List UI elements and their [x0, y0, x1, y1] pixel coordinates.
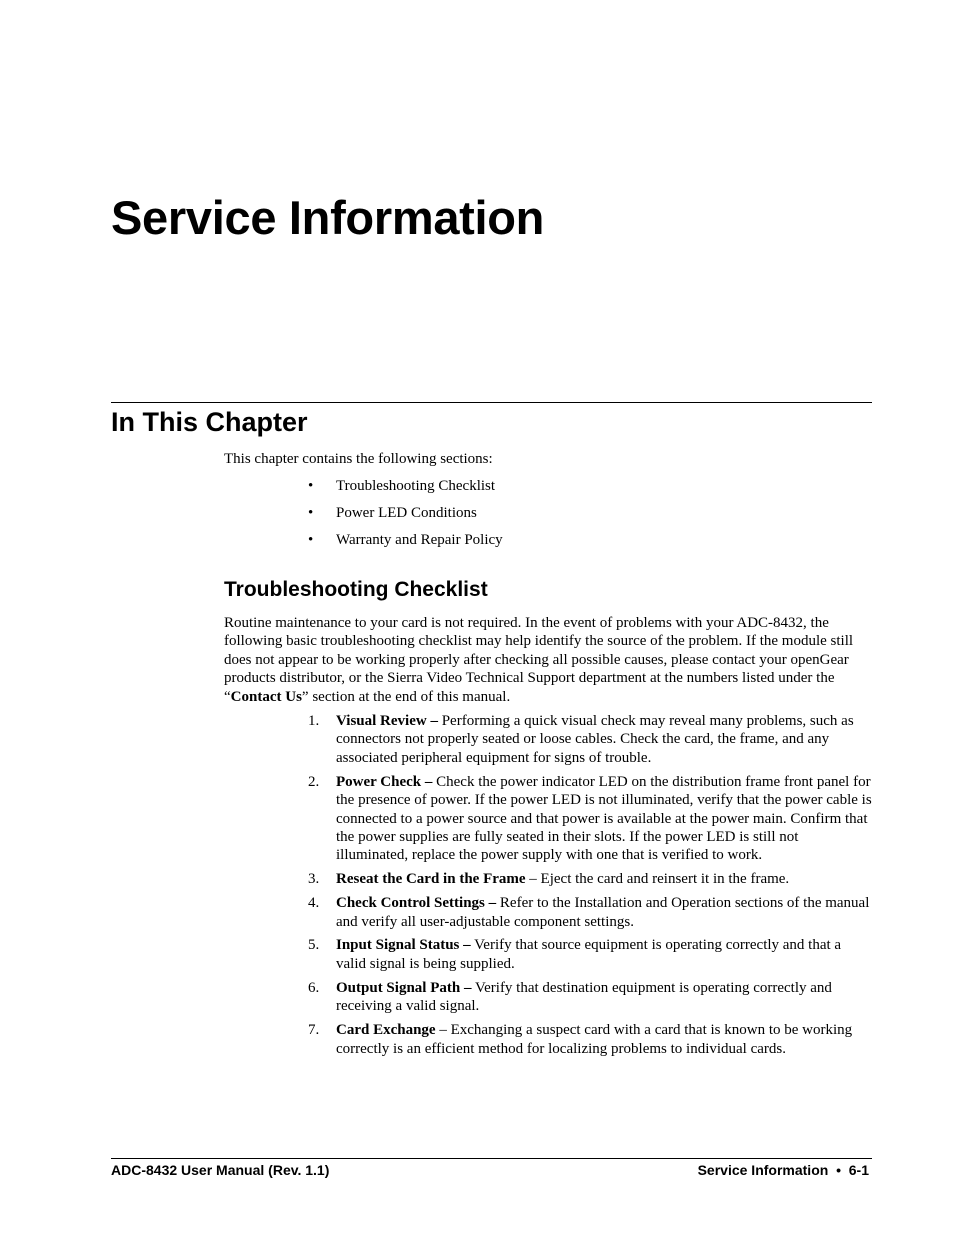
- intro-text-end: ” section at the end of this manual.: [301, 688, 511, 705]
- section-heading: In This Chapter: [111, 407, 308, 437]
- intro-text-start: Routine maintenance to your card is not required. In the event of problems with your ADC-8432, the following basic troubleshooting checklist may help identify the source of the problem. If the module still does not appear to be working properly after checking all possible causes, please contact your openGear products distributor, or the Sierra Video Technical Support department at the numbers listed under the “: [224, 615, 854, 705]
- troubleshooting-steps: [308, 712, 872, 1063]
- footer-manual-title: ADC-8432 User Manual (Rev. 1.1): [111, 1162, 330, 1178]
- list-item: [308, 870, 872, 888]
- list-item: [308, 1021, 872, 1058]
- step-number: 2.: [308, 773, 320, 790]
- step-title: Check Control Settings –: [336, 895, 497, 912]
- step-number: 5.: [308, 937, 320, 954]
- section-list-item: Warranty and Repair Policy: [336, 532, 503, 548]
- chapter-title: Service Information: [111, 191, 545, 244]
- troubleshooting-heading: Troubleshooting Checklist: [224, 578, 488, 601]
- troubleshooting-intro: [224, 614, 872, 706]
- list-item: [308, 773, 872, 865]
- step-number: 7.: [308, 1022, 320, 1039]
- step-title: Visual Review –: [336, 713, 438, 729]
- step-title: Power Check –: [336, 773, 433, 790]
- step-title: Input Signal Status –: [336, 937, 471, 954]
- list-item: [308, 936, 872, 973]
- step-text: Performing a quick visual check may reveal many problems, such as connectors not properly seated or loose cables. Check the card, the frame, and any associated peripheral equipment for signs of trouble.: [336, 713, 854, 766]
- intro-text: This chapter contains the following sections:: [224, 451, 493, 467]
- step-number: 6.: [308, 979, 320, 996]
- list-item: [308, 979, 872, 1016]
- step-number: 4.: [308, 895, 320, 912]
- footer-divider: [111, 1158, 872, 1159]
- step-text: Check the power indicator LED on the distribution frame front panel for the presence of power. If the power LED is not illuminated, verify that the power cable is connected to a power source and that power is available at the power main. Confirm that the power supplies are fully seated in their slots. If the power LED is still not illuminated, replace the power supply with one that is verified to work.: [336, 773, 872, 864]
- bullet-icon: •: [308, 505, 314, 521]
- step-text: Verify that source equipment is operating correctly and that a valid signal is being supplied.: [336, 937, 842, 972]
- step-title: Reseat the Card in the Frame: [336, 871, 526, 888]
- step-text: Refer to the Installation and Operation sections of the manual and verify all user-adjustable component settings.: [336, 895, 870, 930]
- bullet-icon: •: [308, 478, 314, 494]
- step-text: – Exchanging a suspect card with a card that is known to be working correctly is an efficient method for localizing problems to individual cards.: [336, 1022, 853, 1057]
- bullet-icon: •: [308, 532, 314, 548]
- section-list-item: Power LED Conditions: [336, 505, 477, 521]
- step-number: 3.: [308, 871, 320, 888]
- contact-us-reference: Contact Us: [230, 688, 302, 705]
- list-item: [308, 894, 872, 931]
- step-title: Output Signal Path –: [336, 979, 472, 996]
- section-list-item: Troubleshooting Checklist: [336, 478, 496, 494]
- footer-page-label: Service Information • 6-1: [697, 1162, 869, 1178]
- section-divider: [111, 402, 872, 403]
- step-number: 1.: [308, 713, 320, 729]
- step-text: – Eject the card and reinsert it in the frame.: [525, 871, 790, 888]
- list-item: [308, 712, 872, 767]
- step-title: Card Exchange: [336, 1022, 436, 1039]
- step-text: Verify that destination equipment is operating correctly and receiving a valid signal.: [336, 979, 832, 1015]
